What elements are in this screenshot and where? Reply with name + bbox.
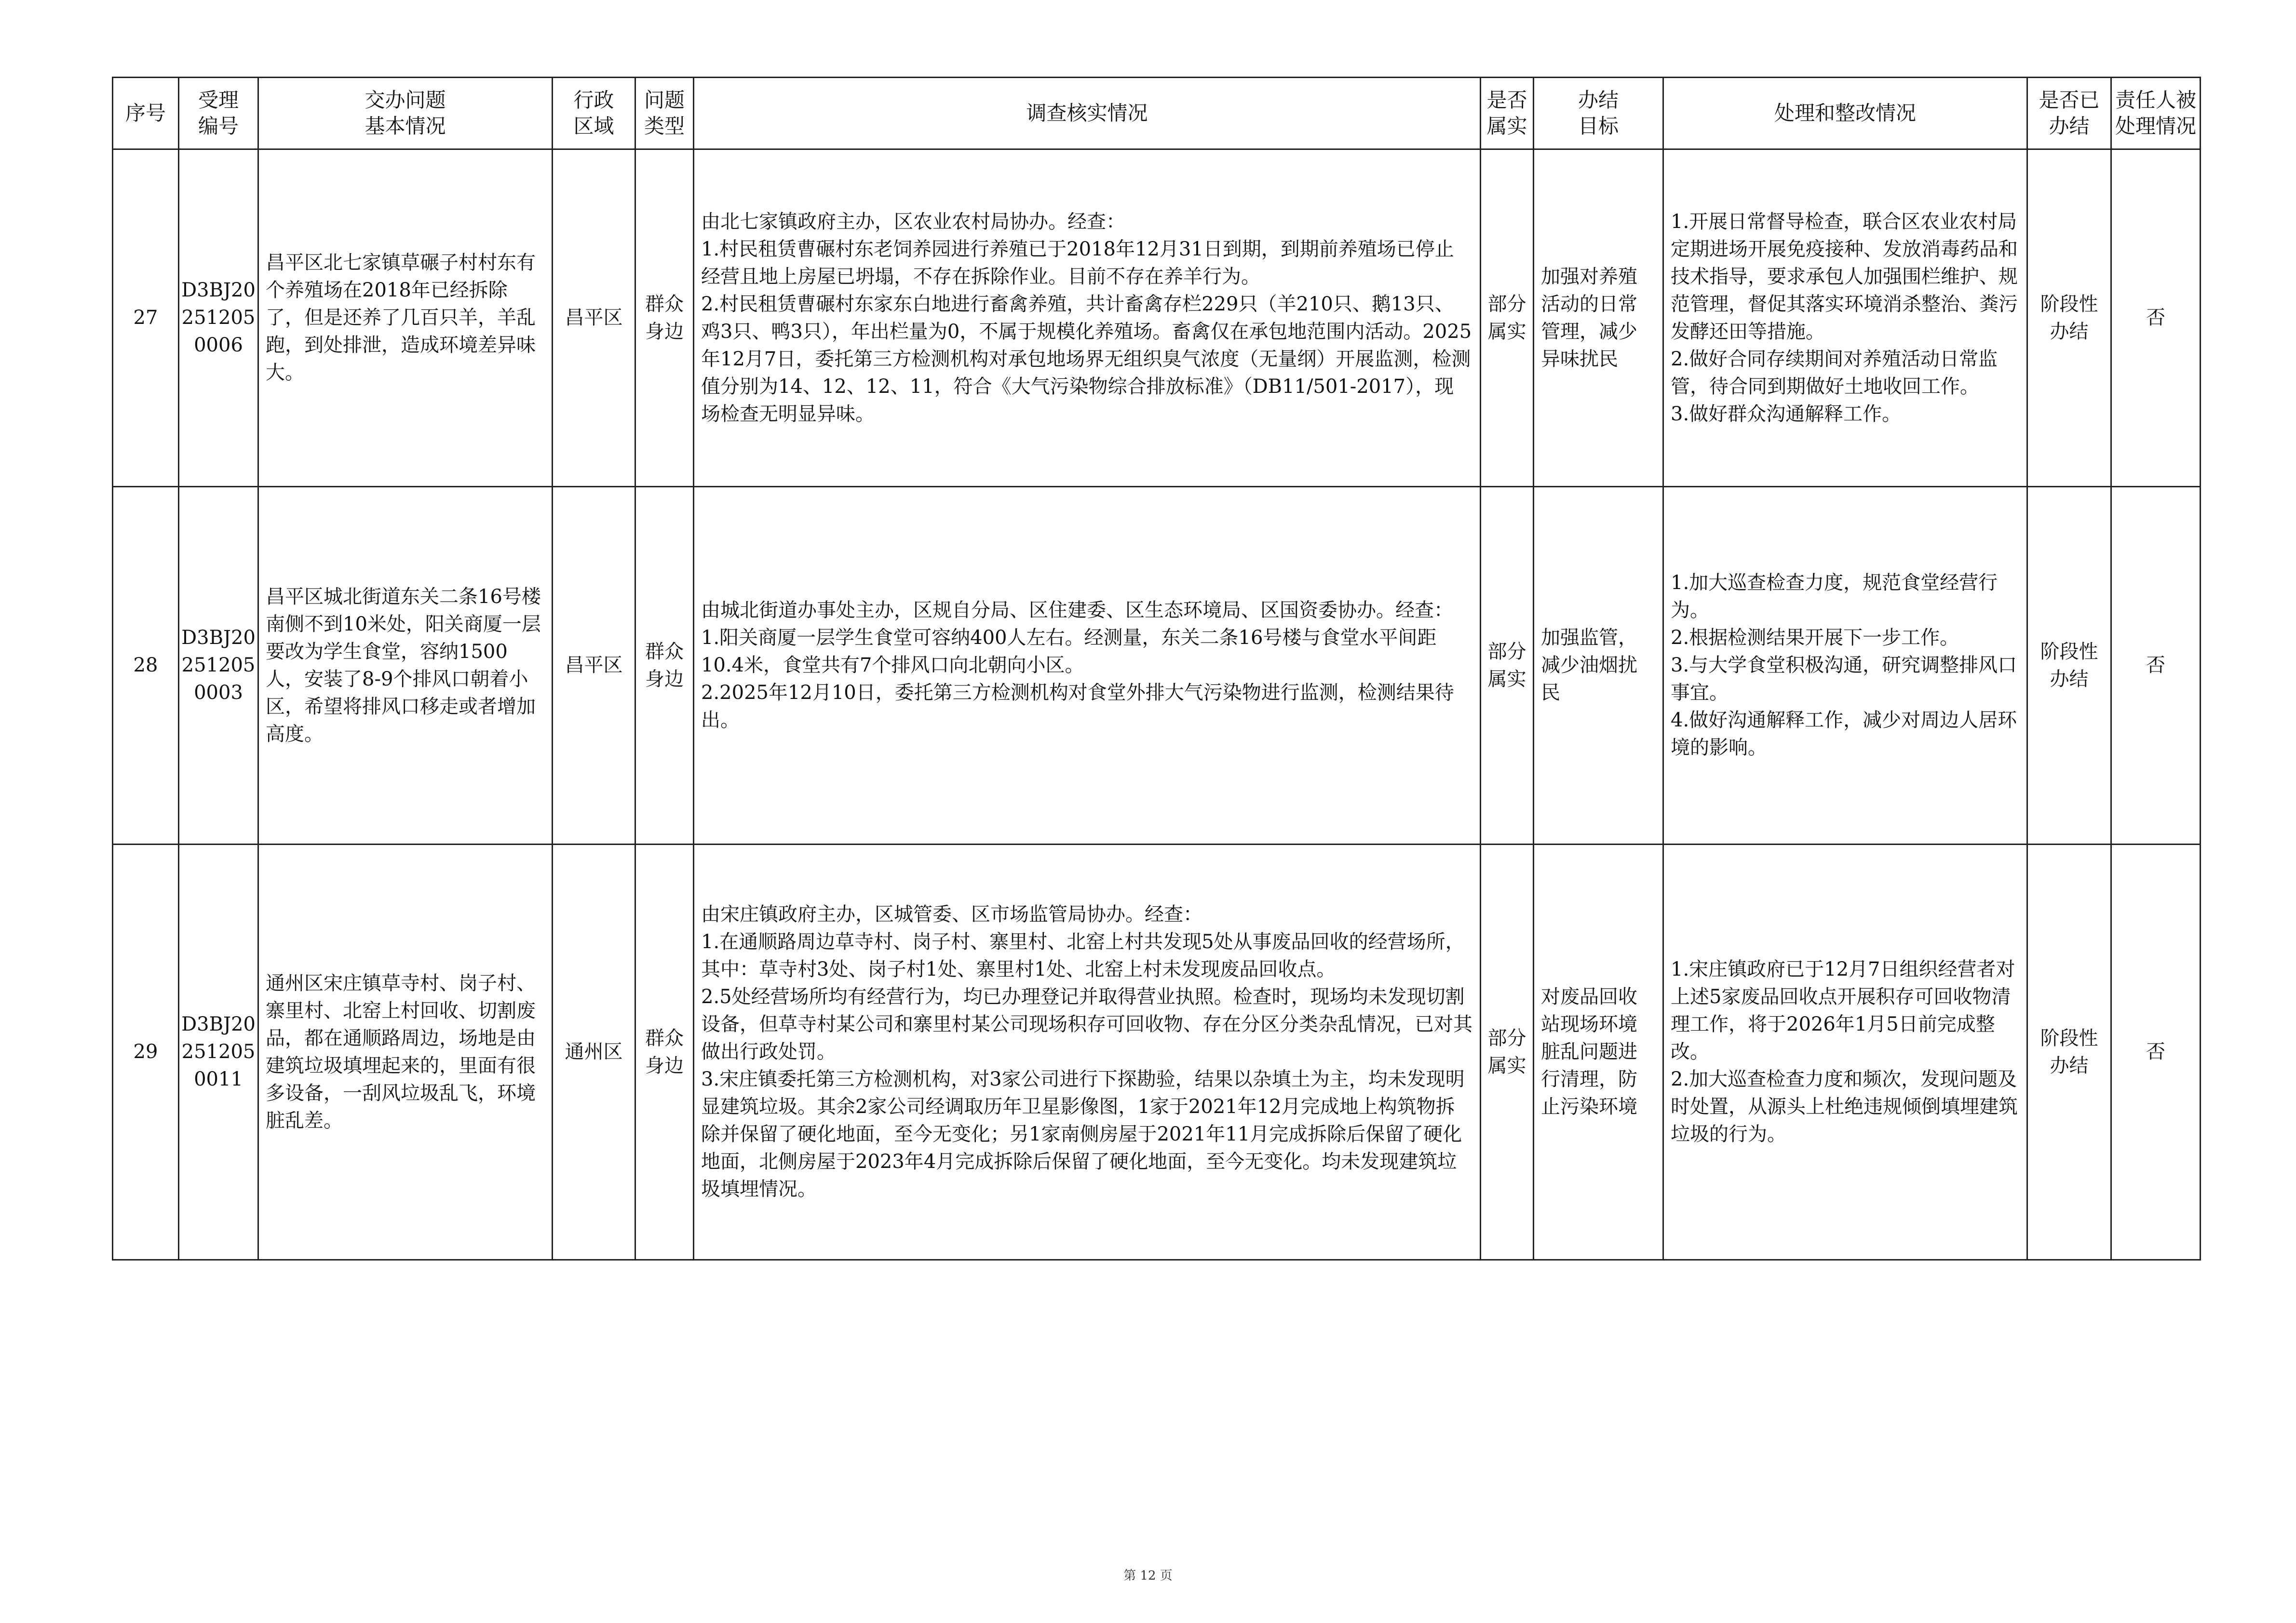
header-id: 受理 编号 (179, 78, 258, 149)
cell-verified: 部分 属实 (1481, 149, 1534, 487)
cell-handling: 1.宋庄镇政府已于12月7日组织经营者对上述5家废品回收点开展积存可回收物清理工作，将于2026年1月5日前完成整改。 2.加大巡查检查力度和频次，发现问题及时处置，从源头上杜绝违规倾倒填埋建筑垃圾的行为。 (1663, 845, 2027, 1260)
header-seq: 序号 (113, 78, 179, 149)
cell-id: D3BJ20 251205 0011 (179, 845, 258, 1260)
cell-verified: 部分 属实 (1481, 845, 1534, 1260)
cell-issue: 昌平区北七家镇草碾子村村东有个养殖场在2018年已经拆除了，但是还养了几百只羊，羊乱跑，到处排泄，造成环境差异味大。 (258, 149, 553, 487)
cell-type: 群众 身边 (635, 487, 694, 845)
cell-closed: 阶段性 办结 (2027, 487, 2111, 845)
table-row (113, 487, 2201, 845)
table-row (113, 149, 2201, 487)
cell-investigation: 由宋庄镇政府主办，区城管委、区市场监管局协办。经查： 1.在通顺路周边草寺村、岗子村、寨里村、北窑上村共发现5处从事废品回收的经营场所，其中：草寺村3处、岗子村1处、寨里村1处、北窑上村未发现废品回收点。 2.5处经营场所均有经营行为，均已办理登记并取得营业执照。检查时，现场均未发现切割设备，但草寺村某公司和寨里村某公司现场积存可回收物、存在分区分类杂乱情况，已对其做出行政处罚。 3.宋庄镇委托第三方检测机构，对3家公司进行下探勘验，结果以杂填土为主，均未发现明显建筑垃圾。其余2家公司经调取历年卫星影像图，1家于2021年12月完成地上构筑物拆除并保留了硬化地面，至今无变化；另1家南侧房屋于2021年11月完成拆除后保留了硬化地面，北侧房屋于2023年4月完成拆除后保留了硬化地面，至今无变化。均未发现建筑垃圾填埋情况。 (694, 845, 1481, 1260)
cell-district: 昌平区 (553, 487, 635, 845)
cell-issue: 通州区宋庄镇草寺村、岗子村、寨里村、北窑上村回收、切割废品，都在通顺路周边，场地是由建筑垃圾填埋起来的，里面有很多设备，一刮风垃圾乱飞，环境脏乱差。 (258, 845, 553, 1260)
cell-goal: 加强监管，减少油烟扰民 (1534, 487, 1663, 845)
report-table (112, 77, 2201, 1261)
cell-accountability: 否 (2111, 845, 2201, 1260)
header-accountability: 责任人被 处理情况 (2111, 78, 2201, 149)
header-verified: 是否 属实 (1481, 78, 1534, 149)
header-issue: 交办问题 基本情况 (258, 78, 553, 149)
header-district: 行政 区域 (553, 78, 635, 149)
page-number: 第 12 页 (1123, 1569, 1173, 1583)
header-type: 问题 类型 (635, 78, 694, 149)
table-row (113, 845, 2201, 1260)
cell-seq: 29 (113, 845, 179, 1260)
cell-seq: 28 (113, 487, 179, 845)
header-investigation: 调查核实情况 (694, 78, 1481, 149)
cell-id: D3BJ20 251205 0003 (179, 487, 258, 845)
cell-accountability: 否 (2111, 149, 2201, 487)
cell-goal: 对废品回收站现场环境脏乱问题进行清理，防止污染环境 (1534, 845, 1663, 1260)
cell-investigation: 由城北街道办事处主办，区规自分局、区住建委、区生态环境局、区国资委协办。经查： 1.阳关商厦一层学生食堂可容纳400人左右。经测量，东关二条16号楼与食堂水平间距10.4米，食堂共有7个排风口向北朝向小区。 2.2025年12月10日，委托第三方检测机构对食堂外排大气污染物进行监测，检测结果待出。 (694, 487, 1481, 845)
cell-goal: 加强对养殖活动的日常管理，减少异味扰民 (1534, 149, 1663, 487)
cell-accountability: 否 (2111, 487, 2201, 845)
cell-verified: 部分 属实 (1481, 487, 1534, 845)
cell-district: 通州区 (553, 845, 635, 1260)
header-row (113, 78, 2201, 149)
cell-issue: 昌平区城北街道东关二条16号楼南侧不到10米处，阳关商厦一层要改为学生食堂，容纳1500人，安装了8-9个排风口朝着小区，希望将排风口移走或者增加高度。 (258, 487, 553, 845)
header-closed: 是否已 办结 (2027, 78, 2111, 149)
cell-closed: 阶段性 办结 (2027, 845, 2111, 1260)
cell-type: 群众 身边 (635, 149, 694, 487)
cell-investigation: 由北七家镇政府主办，区农业农村局协办。经查： 1.村民租赁曹碾村东老饲养园进行养殖已于2018年12月31日到期，到期前养殖场已停止经营且地上房屋已坍塌，不存在拆除作业。目前不存在养羊行为。 2.村民租赁曹碾村东家东白地进行畜禽养殖，共计畜禽存栏229只（羊210只、鹅13只、鸡3只、鸭3只），年出栏量为0，不属于规模化养殖场。畜禽仅在承包地范围内活动。2025年12月7日，委托第三方检测机构对承包地场界无组织臭气浓度（无量纲）开展监测，检测值分别为14、12、12、11，符合《大气污染物综合排放标准》（DB11/501-2017），现场检查无明显异味。 (694, 149, 1481, 487)
cell-handling: 1.开展日常督导检查，联合区农业农村局定期进场开展免疫接种、发放消毒药品和技术指导，要求承包人加强围栏维护、规范管理，督促其落实环境消杀整治、粪污发酵还田等措施。 2.做好合同存续期间对养殖活动日常监管，待合同到期做好土地收回工作。 3.做好群众沟通解释工作。 (1663, 149, 2027, 487)
header-handling: 处理和整改情况 (1663, 78, 2027, 149)
cell-type: 群众 身边 (635, 845, 694, 1260)
cell-handling: 1.加大巡查检查力度，规范食堂经营行为。 2.根据检测结果开展下一步工作。 3.与大学食堂积极沟通，研究调整排风口事宜。 4.做好沟通解释工作，减少对周边人居环境的影响。 (1663, 487, 2027, 845)
cell-district: 昌平区 (553, 149, 635, 487)
cell-closed: 阶段性 办结 (2027, 149, 2111, 487)
cell-id: D3BJ20 251205 0006 (179, 149, 258, 487)
header-goal: 办结 目标 (1534, 78, 1663, 149)
cell-seq: 27 (113, 149, 179, 487)
